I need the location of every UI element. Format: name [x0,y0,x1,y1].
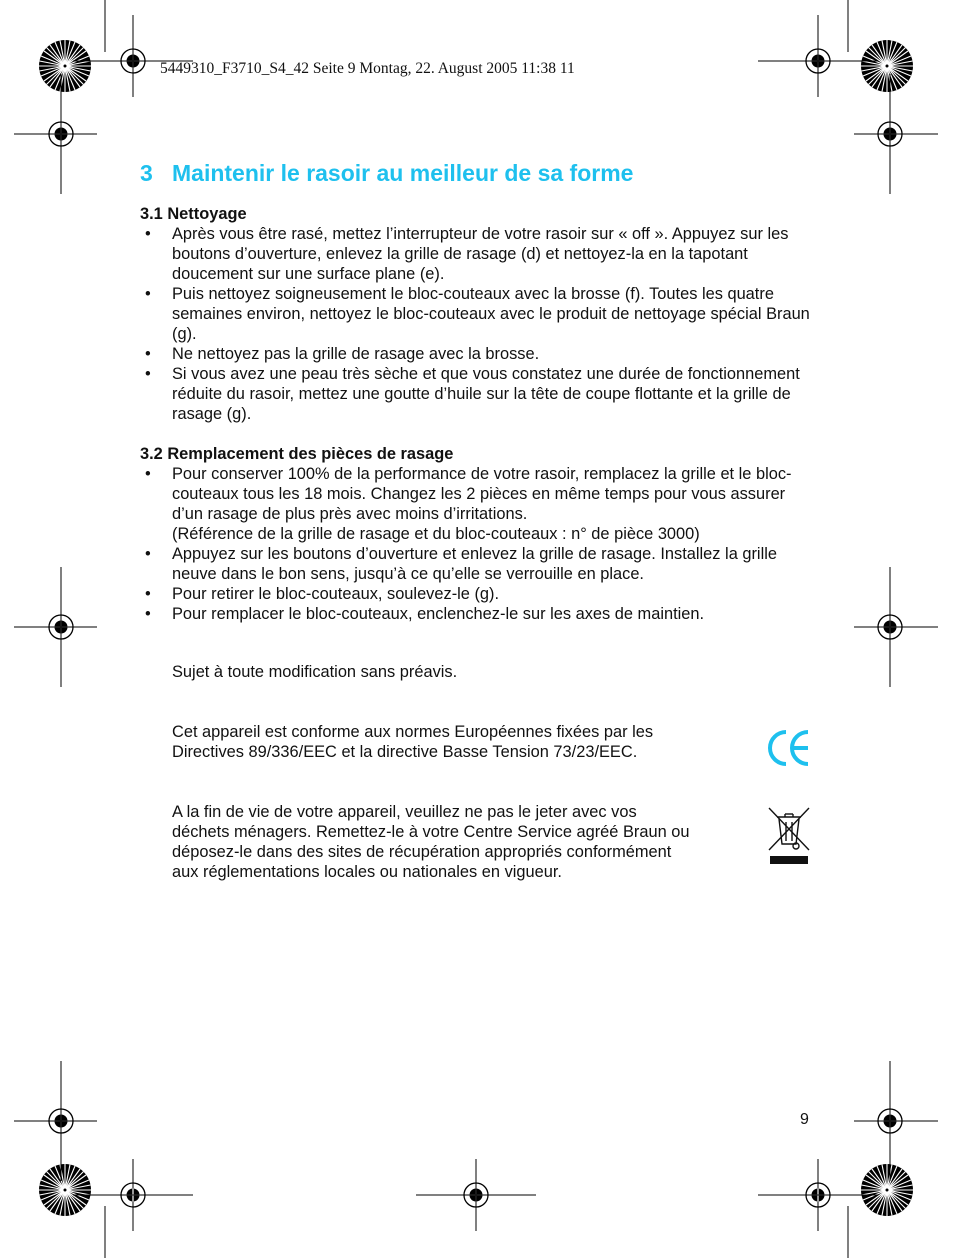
cleaning-list [140,224,812,424]
list-item [140,464,812,544]
list-item: • Pour remplacer le bloc-couteaux, enclenchez-le sur les axes de maintien. [140,604,812,624]
ce-mark-icon [766,728,812,768]
conformity-line: Directives 89/336/EEC et la directive Basse Tension 73/23/EEC. [172,743,638,761]
disposal-line: déposez-le dans des sites de récupération appropriés conformément [172,843,672,861]
list-item: • Si vous avez une peau très sèche et que vous constatez une durée de fonctionnement réduite du rasoir, mettez une goutte d’huile sur la tête de coupe flottante et la grille de rasage (g). [140,364,812,424]
crossed-out-bin-icon [766,804,812,868]
conformity-line: Cet appareil est conforme aux normes Européennes fixées par les [172,723,654,741]
section-heading-cleaning: 3.1 Nettoyage [140,205,247,223]
list-item: • Pour retirer le bloc-couteaux, soulevez-le (g). [140,584,812,604]
chapter-title: Maintenir le rasoir au meilleur de sa forme [172,160,634,186]
replacement-list [140,464,812,624]
page-number: 9 [800,1111,809,1128]
page-title [140,160,633,187]
notice-text: Sujet à toute modification sans préavis. [172,663,458,681]
list-item: • Puis nettoyez soigneusement le bloc-couteaux avec la brosse (f). Toutes les quatre semaines environ, nettoyez le bloc-couteaux avec le produit de nettoyage spécial Braun (g). [140,284,812,344]
main-content [140,204,812,624]
chapter-number: 3 [140,160,153,186]
section-heading-replacement: 3.2 Remplacement des pièces de rasage [140,445,454,463]
disposal-text [172,802,689,882]
list-item: • Après vous être rasé, mettez l’interrupteur de votre rasoir sur « off ». Appuyez sur les boutons d’ouverture, enlevez la grille de rasage (d) et nettoyez-la en la tapotant doucement sur une surface plane (e). [140,224,812,284]
reference-note: (Référence de la grille de rasage et du bloc-couteaux : n° de pièce 3000) [172,525,700,543]
list-item-text: Pour conserver 100% de la performance de votre rasoir, remplacez la grille et le bloc-couteaux tous les 18 mois. Changez les 2 pièces en même temps pour vous assurer d’un rasage de plus près avec moins d’irritations. [172,465,792,523]
print-slug: 5449310_F3710_S4_42 Seite 9 Montag, 22. August 2005 11:38 11 [160,60,575,77]
list-item: • Ne nettoyez pas la grille de rasage avec la brosse. [140,344,812,364]
conformity-text [172,722,653,762]
disposal-line: aux réglementations locales ou nationales en vigueur. [172,863,562,881]
disposal-line: A la fin de vie de votre appareil, veuillez ne pas le jeter avec vos [172,803,637,821]
disposal-line: déchets ménagers. Remettez-le à votre Centre Service agréé Braun ou [172,823,690,841]
list-item: • Appuyez sur les boutons d’ouverture et enlevez la grille de rasage. Installez la grille neuve dans le bon sens, jusqu’à ce qu’elle se verrouille en place. [140,544,812,584]
